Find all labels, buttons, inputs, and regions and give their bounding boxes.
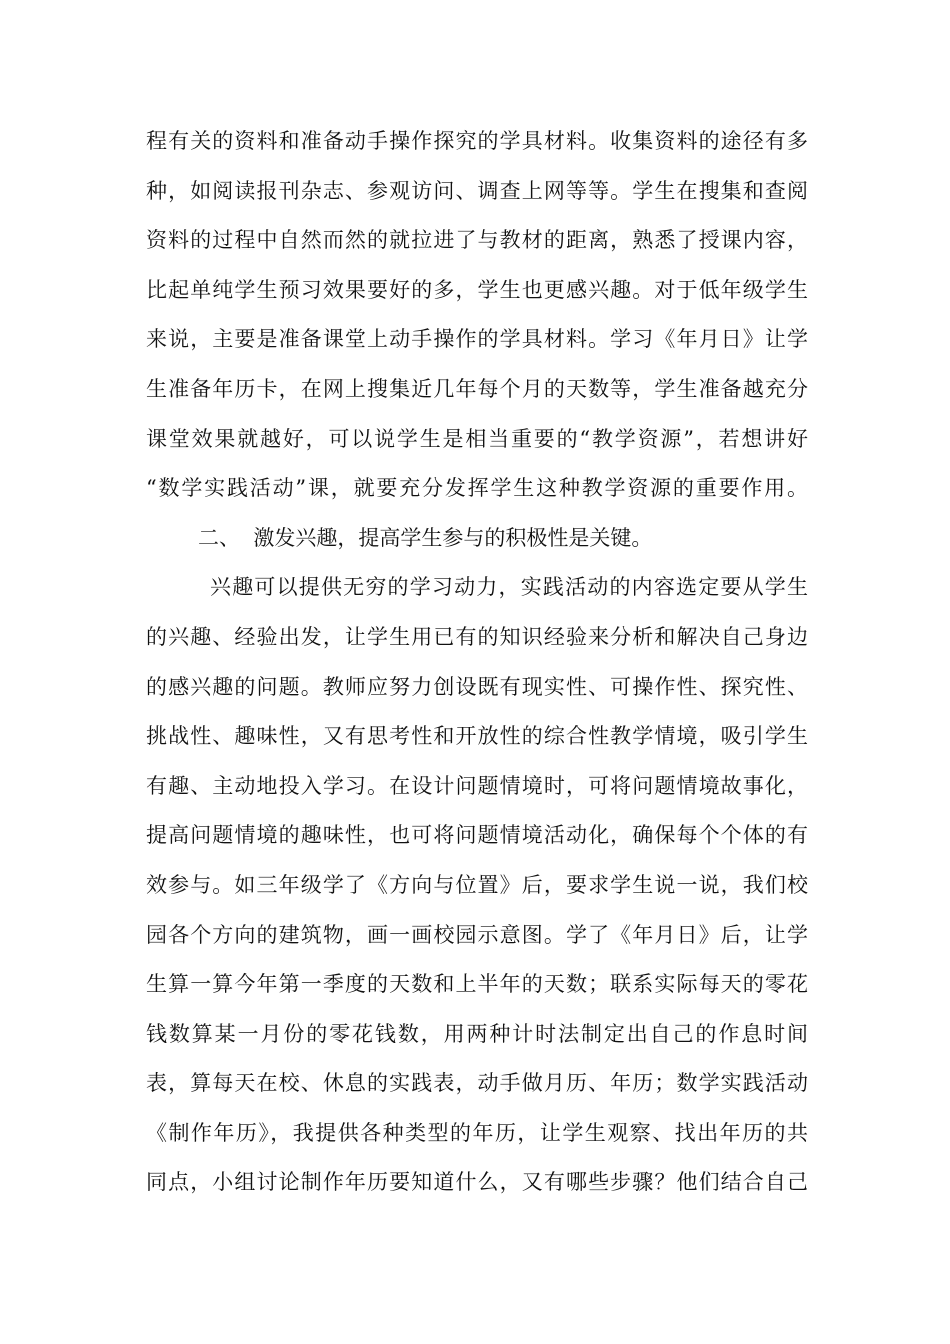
body-text xyxy=(146,117,808,1208)
text-line: 有趣、主动地投入学习。在设计问题情境时，可将问题情境故事化， xyxy=(146,773,808,798)
text-line: 的兴趣、经验出发，让学生用已有的知识经验来分析和解决自己身边 xyxy=(146,624,808,649)
text-line: “数学实践活动”课，就要充分发挥学生这种教学资源的重要作用。 xyxy=(146,476,808,501)
section-heading: 二、 激发兴趣，提高学生参与的积极性是关键。 xyxy=(198,525,653,550)
text-line: 种，如阅读报刊杂志、参观访问、调查上网等等。学生在搜集和查阅 xyxy=(146,178,808,203)
text-line: 《制作年历》，我提供各种类型的年历，让学生观察、找出年历的共 xyxy=(146,1120,808,1145)
text-line: 生算一算今年第一季度的天数和上半年的天数；联系实际每天的零花 xyxy=(146,972,808,997)
text-line: 园各个方向的建筑物，画一画校园示意图。学了《年月日》后，让学 xyxy=(146,922,808,947)
text-line: 提高问题情境的趣味性，也可将问题情境活动化，确保每个个体的有 xyxy=(146,823,808,848)
text-line: 挑战性、趣味性，又有思考性和开放性的综合性教学情境，吸引学生 xyxy=(146,724,808,749)
text-line: 的感兴趣的问题。教师应努力创设既有现实性、可操作性、探究性、 xyxy=(146,674,808,699)
text-line: 比起单纯学生预习效果要好的多，学生也更感兴趣。对于低年级学生 xyxy=(146,277,808,302)
text-line: 课堂效果就越好，可以说学生是相当重要的“教学资源”，若想讲好 xyxy=(146,426,808,451)
text-line: 生准备年历卡，在网上搜集近几年每个月的天数等，学生准备越充分 xyxy=(146,376,808,401)
text-line: 兴趣可以提供无穷的学习动力，实践活动的内容选定要从学生 xyxy=(210,575,808,600)
text-line: 程有关的资料和准备动手操作探究的学具材料。收集资料的途径有多 xyxy=(146,129,808,153)
text-line: 资料的过程中自然而然的就拉进了与教材的距离，熟悉了授课内容， xyxy=(146,228,808,253)
text-line: 表，算每天在校、休息的实践表，动手做月历、年历；数学实践活动 xyxy=(146,1071,808,1096)
text-line: 来说，主要是准备课堂上动手操作的学具材料。学习《年月日》让学 xyxy=(146,327,808,352)
text-line: 效参与。如三年级学了《方向与位置》后，要求学生说一说，我们校 xyxy=(146,872,808,897)
text-line: 钱数算某一月份的零花钱数，用两种计时法制定出自己的作息时间 xyxy=(146,1021,808,1046)
text-line: 同点，小组讨论制作年历要知道什么，又有哪些步骤？他们结合自己 xyxy=(146,1170,808,1195)
